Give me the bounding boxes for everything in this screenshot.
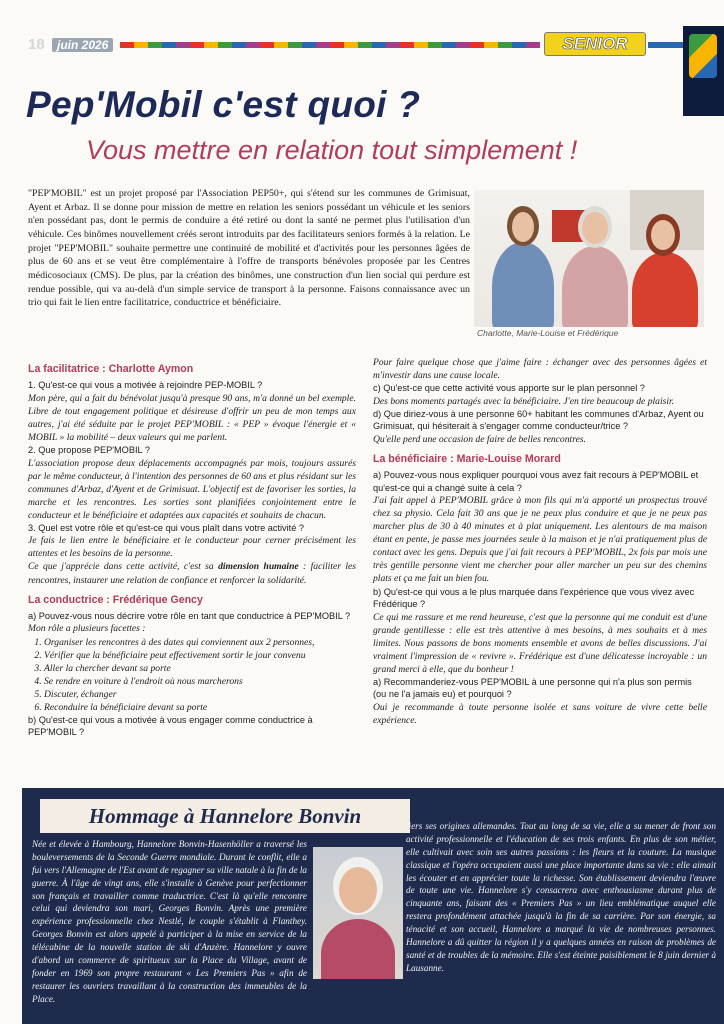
list-item: 5. Discuter, échanger	[44, 688, 356, 701]
beneficiaire-qc: a) Recommanderiez-vous PEP'MOBIL à une personne qui n'a plus son permis (ou ne l'a jamais eu) et pourquoi ?	[373, 676, 692, 700]
conductrice-heading: La conductrice : Frédérique Gency	[28, 593, 203, 606]
conductrice-ad: Qu'elle perd une occasion de faire de belles rencontres.	[373, 433, 586, 445]
list-item: 2. Vérifier que la bénéficiaire peut effectivement sortir le jour convenu	[44, 649, 356, 662]
hannelore-photo	[313, 847, 403, 979]
a3b-post: : faciliter les rencontres, instaurer une relation de confiance et renforcer la solidarité.	[28, 561, 357, 586]
section-label: SENIOR	[544, 32, 646, 56]
page-number: 18	[28, 36, 45, 53]
corner-logo-icon	[689, 34, 717, 78]
beneficiaire-aa: J'ai fait appel à PEP'MOBIL grâce à mon fils qui m'a apporté un prospectus trouvé chez sa physio. Cela fait 30 ans que je ne peux plus conduire et que je ne peux pas marcher plus de 30 à 40 minutes et à plat uniquement. Les alentours de ma maison étant en pente, je passe mes journées seule à la maison et je n'ai pratiquement plus de contact avec les gens. Depuis que j'ai fait recours à PEP'MOBIL, 2x fois par mois une très gentille personne vient me chercher pour aller marcher un peu sur des chemins plats et ça me fait un bien fou.	[373, 495, 707, 585]
hommage-text-left: Née et élevée à Hambourg, Hannelore Bonvin-Hasenhöller a traversé les bouleversements de la Seconde Guerre mondiale. Durant le conflit, elle a fui vers l'Allemagne de l'Est avant de regagner sa ville natale à la fin de la guerre. À l'âge de vingt ans, elle s'installe à Genève pour perfectionner son français et travailler comme traductrice. C'est là qu'elle rencontre celui qui deviendra son mari, Georges Bonvin. Après une première expérience professionnelle chez Nestlé, le couple s'établit à Flanthey. Georges Bonvin est alors appelé à participer à la mise en service de la télécabine de la nouvelle station de ski d'Anzère. Hannelore y ouvre d'abord un commerce de spiritueux sur la Place du Village, avant de fonder en 1969 son propre restaurant « Les Premiers Pas » afin de restaurer les ouvriers travaillant à la construction des immeubles de la Place.	[32, 839, 307, 1004]
roles-list	[32, 636, 356, 714]
beneficiaire-ac: Oui je recommande à toute personne isolée et sans voiture de vivre cette belle expérience.	[373, 701, 707, 726]
person-left	[492, 242, 554, 327]
list-item: 6. Reconduire la bénéficiaire devant sa porte	[44, 701, 356, 714]
color-stripe	[120, 42, 540, 48]
facilitatrice-heading: La facilitatrice : Charlotte Aymon	[28, 363, 194, 375]
list-item: 3. Aller la chercher devant sa porte	[44, 662, 356, 675]
facilitatrice-q1: 1. Qu'est-ce qui vous a motivée à rejoindre PEP-MOBIL ?	[28, 380, 263, 391]
photo-caption: Charlotte, Marie-Louise et Frédérique	[477, 328, 619, 338]
list-item: 4. Se rendre en voiture à l'endroit où nous marcherons	[44, 675, 356, 688]
intro-paragraph: "PEP'MOBIL" est un projet proposé par l'Association PEP50+, qui s'étend sur les communes de Grimisuat, Ayent et Arbaz. Il se donne pour mission de mettre en relation les seniors possédant un véhicule et les seniors n'en possédant pas, dont le permis de conduire a été retiré ou dont la santé ne permet plus l'utilisation d'un véhicule. Ces binômes nouvellement créés seront introduits par des facilitateurs seniors formés à la relation. Le projet "PEP'MOBIL" souhaite permettre une continuité de mobilité et d'activités pour les personnes âgées de plus de 60 ans et se veut être complémentaire à l'offre de transports bénévoles proposée par les Centres médicosociaux (CMS). De plus, par la création des binômes, une construction d'un lien social qui perdure est rendue possible, qui va au-delà d'un simple service de transport à la personne. Faisons connaissance avec un trio qui fait le lien entre facilitatrice, conductrice et bénéficiaire.	[28, 188, 470, 309]
facilitatrice-q2: 2. Que propose PEP'MOBIL ?	[28, 445, 150, 456]
issue-month: juin 2026	[52, 38, 113, 52]
conductrice-aa: Mon rôle a plusieurs facettes :	[28, 623, 146, 635]
beneficiaire-qb: b) Qu'est-ce qui vous a le plus marquée dans l'expérience que vous vivez avec Frédérique ?	[373, 586, 695, 610]
hommage-text-right: tiers ses origines allemandes. Tout au long de sa vie, elle a su mener de front son activité professionnelle et l'éducation de ses trois enfants. En plus de son métier, elle cultivait avec soin ses autres passions : les fleurs et la couture. La musique classique et l'opéra occupaient aussi une place importante dans sa vie : elle aimait les écouter et en apprécier toute la richesse. Son établissement deviendra l'œuvre de toute une vie. Hannelore s'y consacrera avec enthousiasme durant plus de cinquante ans, faisant des « Premiers Pas » un lieu emblématique auquel elle restera profondément attachée jusqu'à la fin de sa carrière. Par son énergie, sa ténacité et son accueil, Hannelore a marqué la vie de nombreuses personnes. Hannelore a dû quitter la région il y a quelques années en raison de problèmes de santé et de troubles de la mémoire. Elle s'est éteinte paisiblement le 8 juin dernier à Lausanne.	[406, 821, 716, 973]
header-bar	[22, 34, 722, 54]
facilitatrice-q3: 3. Quel est votre rôle et qu'est-ce qui vous plaît dans votre activité ?	[28, 522, 304, 533]
beneficiaire-heading: La bénéficiaire : Marie-Louise Morard	[373, 452, 561, 465]
conductrice-ac: Des bons moments partagés avec la bénéficiaire. J'en tire beaucoup de plaisir.	[373, 395, 675, 407]
column-right	[373, 356, 707, 727]
hommage-title: Hommage à Hannelore Bonvin	[40, 799, 410, 833]
page-subtitle: Vous mettre en relation tout simplement !	[86, 135, 578, 165]
photo-face	[339, 867, 377, 913]
facilitatrice-a3b	[28, 560, 356, 586]
photo-body	[321, 919, 395, 979]
column-left	[28, 356, 356, 739]
person-right	[632, 252, 698, 327]
facilitatrice-a3: Je fais le lien entre le bénéficiaire et le conducteur pour cerner précisément les attentes et les besoins de la personne.	[28, 535, 356, 560]
head-left	[512, 212, 534, 242]
conductrice-qb: b) Qu'est-ce qui vous a motivée à vous engager comme conductrice à PEP'MOBIL ?	[28, 714, 313, 738]
conductrice-qd: d) Que diriez-vous à une personne 60+ habitant les communes d'Arbaz, Ayent ou Grimisuat, qui hésiterait à s'engager comme conducteur/trice ?	[373, 408, 704, 432]
head-middle	[582, 212, 608, 244]
facilitatrice-a2: L'association propose deux déplacements accompagnés par mois, toujours assurés par le même conducteur, à l'intention des personnes de 60 ans et plus résidant sur les communes d'Arbaz, d'Ayent et de Grimisuat. L'objectif est de favoriser les sorties, la marche et les rencontres. Les sorties sont planifiées conjointement entre le conducteur et le bénéficiaire et adaptées aux capacités et souhaits de chacun.	[28, 457, 356, 521]
page-title: Pep'Mobil c'est quoi ?	[26, 84, 421, 125]
facilitatrice-a1: Mon père, qui a fait du bénévolat jusqu'à presque 90 ans, m'a donné un bel exemple. Libre de tout engagement politique et désireuse d'offrir un peu de mon temps aux autres, j'ai été séduite par le projet PEP'MOBIL : « PEP » évoque l'énergie et « MOBIL » la mobilité – deux valeurs qui me parlent.	[28, 392, 356, 444]
conductrice-ab: Pour faire quelque chose que j'aime faire : échanger avec des personnes âgées et m'investir dans une cause locale.	[373, 357, 707, 382]
person-middle	[562, 246, 628, 327]
list-item: 1. Organiser les rencontres à des dates qui conviennent aux 2 personnes,	[44, 636, 356, 649]
beneficiaire-ab: Ce qui me rassure et me rend heureuse, c'est que la personne qui me conduit est d'une grande gentillesse : elle est très attentive à mes besoins, à mes souhaits et à mes limites. Nous passons de bons moments ensemble et avons de belles discussions. J'ai vraiment l'impression de « revivre ». Frédérique est d'une délicatesse incroyable : un grand merci à elle, que du bonheur !	[373, 611, 707, 675]
a3b-strong: dimension humaine	[218, 561, 299, 573]
conductrice-qc: c) Qu'est-ce que cette activité vous apporte sur le plan personnel ?	[373, 383, 645, 394]
conductrice-qa: a) Pouvez-vous nous décrire votre rôle en tant que conductrice à PEP'MOBIL ?	[28, 610, 351, 621]
trio-photo	[474, 190, 704, 327]
beneficiaire-qa: a) Pouvez-vous nous expliquer pourquoi vous avez fait recours à PEP'MOBIL et qu'est-ce qui a changé suite à cela ?	[373, 470, 699, 493]
corner-tab	[683, 26, 724, 116]
head-right	[651, 220, 675, 250]
a3b-pre: Ce que j'apprécie dans cette activité, c'est sa	[28, 561, 219, 573]
